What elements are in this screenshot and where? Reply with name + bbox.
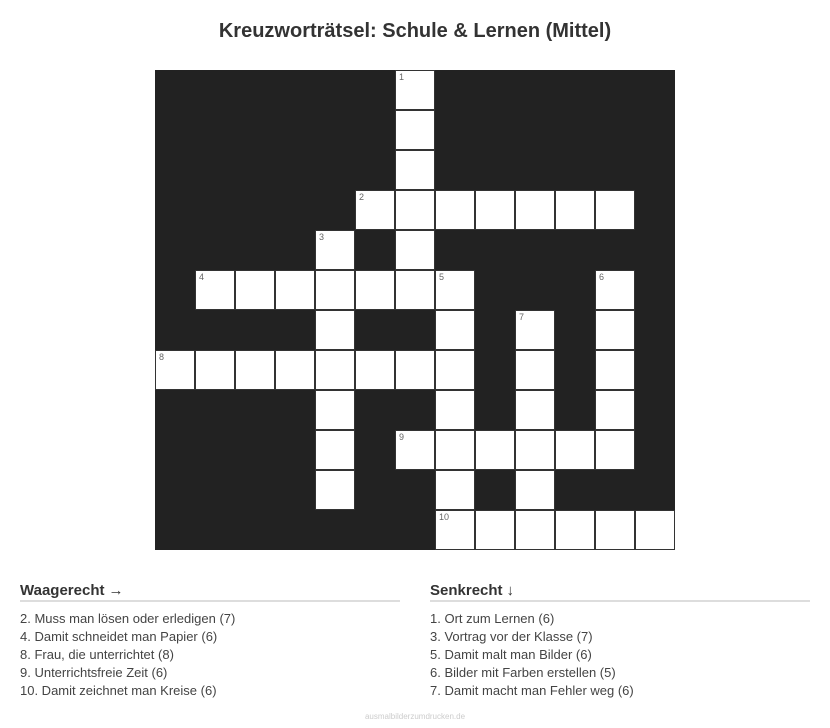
grid-cell[interactable] — [635, 510, 675, 550]
footer-watermark: ausmalbilderzumdrucken.de — [364, 712, 466, 721]
across-heading-label: Waagerecht — [20, 582, 105, 599]
grid-cell[interactable] — [315, 230, 355, 270]
grid-cell[interactable] — [235, 270, 275, 310]
clue-item: 10. Damit zeichnet man Kreise (6) — [20, 683, 217, 698]
grid-cell[interactable] — [395, 110, 435, 150]
clue-item: 6. Bilder mit Farben erstellen (5) — [430, 665, 616, 680]
grid-cell[interactable] — [435, 190, 475, 230]
grid-cell[interactable] — [435, 470, 475, 510]
arrow-right-icon: → — [108, 582, 124, 599]
grid-cell[interactable] — [435, 270, 475, 310]
grid-cell[interactable] — [555, 430, 595, 470]
grid-cell[interactable] — [595, 310, 635, 350]
grid-cell[interactable] — [595, 430, 635, 470]
grid-cell[interactable] — [315, 470, 355, 510]
grid-cell[interactable] — [275, 270, 315, 310]
grid-cell[interactable] — [515, 390, 555, 430]
page-title: Kreuzworträtsel: Schule & Lernen (Mittel) — [218, 20, 612, 42]
grid-cell[interactable] — [395, 350, 435, 390]
grid-cell[interactable] — [595, 350, 635, 390]
clue-item: 1. Ort zum Lernen (6) — [430, 611, 555, 626]
cell-number: 5 — [439, 272, 445, 282]
grid-cell[interactable] — [435, 350, 475, 390]
grid-cell[interactable] — [555, 510, 595, 550]
grid-cell[interactable] — [595, 270, 635, 310]
arrow-down-icon: ↓ — [506, 582, 515, 599]
grid-cell[interactable] — [515, 510, 555, 550]
grid-cell[interactable] — [595, 190, 635, 230]
grid-cell[interactable] — [355, 270, 395, 310]
grid-cell[interactable] — [395, 190, 435, 230]
grid-cell[interactable] — [355, 190, 395, 230]
across-heading — [20, 581, 400, 602]
cell-number: 10 — [439, 512, 450, 522]
grid-cell[interactable] — [195, 350, 235, 390]
grid-cell[interactable] — [355, 350, 395, 390]
grid-cell[interactable] — [475, 190, 515, 230]
down-heading — [430, 581, 810, 602]
clue-item: 2. Muss man lösen oder erledigen (7) — [20, 611, 236, 626]
grid-cell[interactable] — [395, 270, 435, 310]
cell-number: 9 — [399, 432, 405, 442]
clue-item: 7. Damit macht man Fehler weg (6) — [430, 683, 634, 698]
cell-number: 6 — [599, 272, 605, 282]
cell-number: 1 — [399, 72, 405, 82]
grid-cell[interactable] — [475, 430, 515, 470]
down-clue-list — [430, 610, 810, 700]
grid-cell[interactable] — [595, 390, 635, 430]
grid-cell[interactable] — [275, 350, 315, 390]
grid-cell[interactable] — [395, 230, 435, 270]
grid-cell[interactable] — [435, 390, 475, 430]
grid-cell[interactable] — [315, 270, 355, 310]
cell-number: 2 — [359, 192, 365, 202]
down-clues — [430, 581, 810, 700]
cell-number: 7 — [519, 312, 525, 322]
grid-cell[interactable] — [515, 190, 555, 230]
grid-cell[interactable] — [395, 430, 435, 470]
grid-cell[interactable] — [595, 510, 635, 550]
grid-cell[interactable] — [235, 350, 275, 390]
grid-cell[interactable] — [155, 350, 195, 390]
grid-cell[interactable] — [435, 310, 475, 350]
grid-cell[interactable] — [515, 430, 555, 470]
clue-item: 3. Vortrag vor der Klasse (7) — [430, 629, 593, 644]
grid-cell[interactable] — [315, 310, 355, 350]
grid-cell[interactable] — [315, 390, 355, 430]
grid-cell[interactable] — [435, 510, 475, 550]
grid-cell[interactable] — [395, 70, 435, 110]
grid-cell[interactable] — [515, 470, 555, 510]
grid-cell[interactable] — [515, 310, 555, 350]
clue-item: 8. Frau, die unterrichtet (8) — [20, 647, 174, 662]
grid-cell[interactable] — [195, 270, 235, 310]
grid-cell[interactable] — [515, 350, 555, 390]
grid-cell[interactable] — [395, 150, 435, 190]
down-heading-label: Senkrecht — [430, 582, 503, 599]
grid-cell[interactable] — [315, 350, 355, 390]
grid-cell[interactable] — [315, 430, 355, 470]
cell-number: 3 — [319, 232, 325, 242]
grid-cell[interactable] — [555, 190, 595, 230]
cell-number: 4 — [199, 272, 205, 282]
clue-item: 4. Damit schneidet man Papier (6) — [20, 629, 218, 644]
grid-cell[interactable] — [475, 510, 515, 550]
clue-item: 5. Damit malt man Bilder (6) — [430, 647, 592, 662]
grid-cell[interactable] — [435, 430, 475, 470]
clue-item: 9. Unterrichtsfreie Zeit (6) — [20, 665, 168, 680]
crossword-grid — [155, 70, 675, 550]
across-clues — [20, 581, 400, 700]
cell-number: 8 — [159, 352, 165, 362]
across-clue-list — [20, 610, 400, 700]
